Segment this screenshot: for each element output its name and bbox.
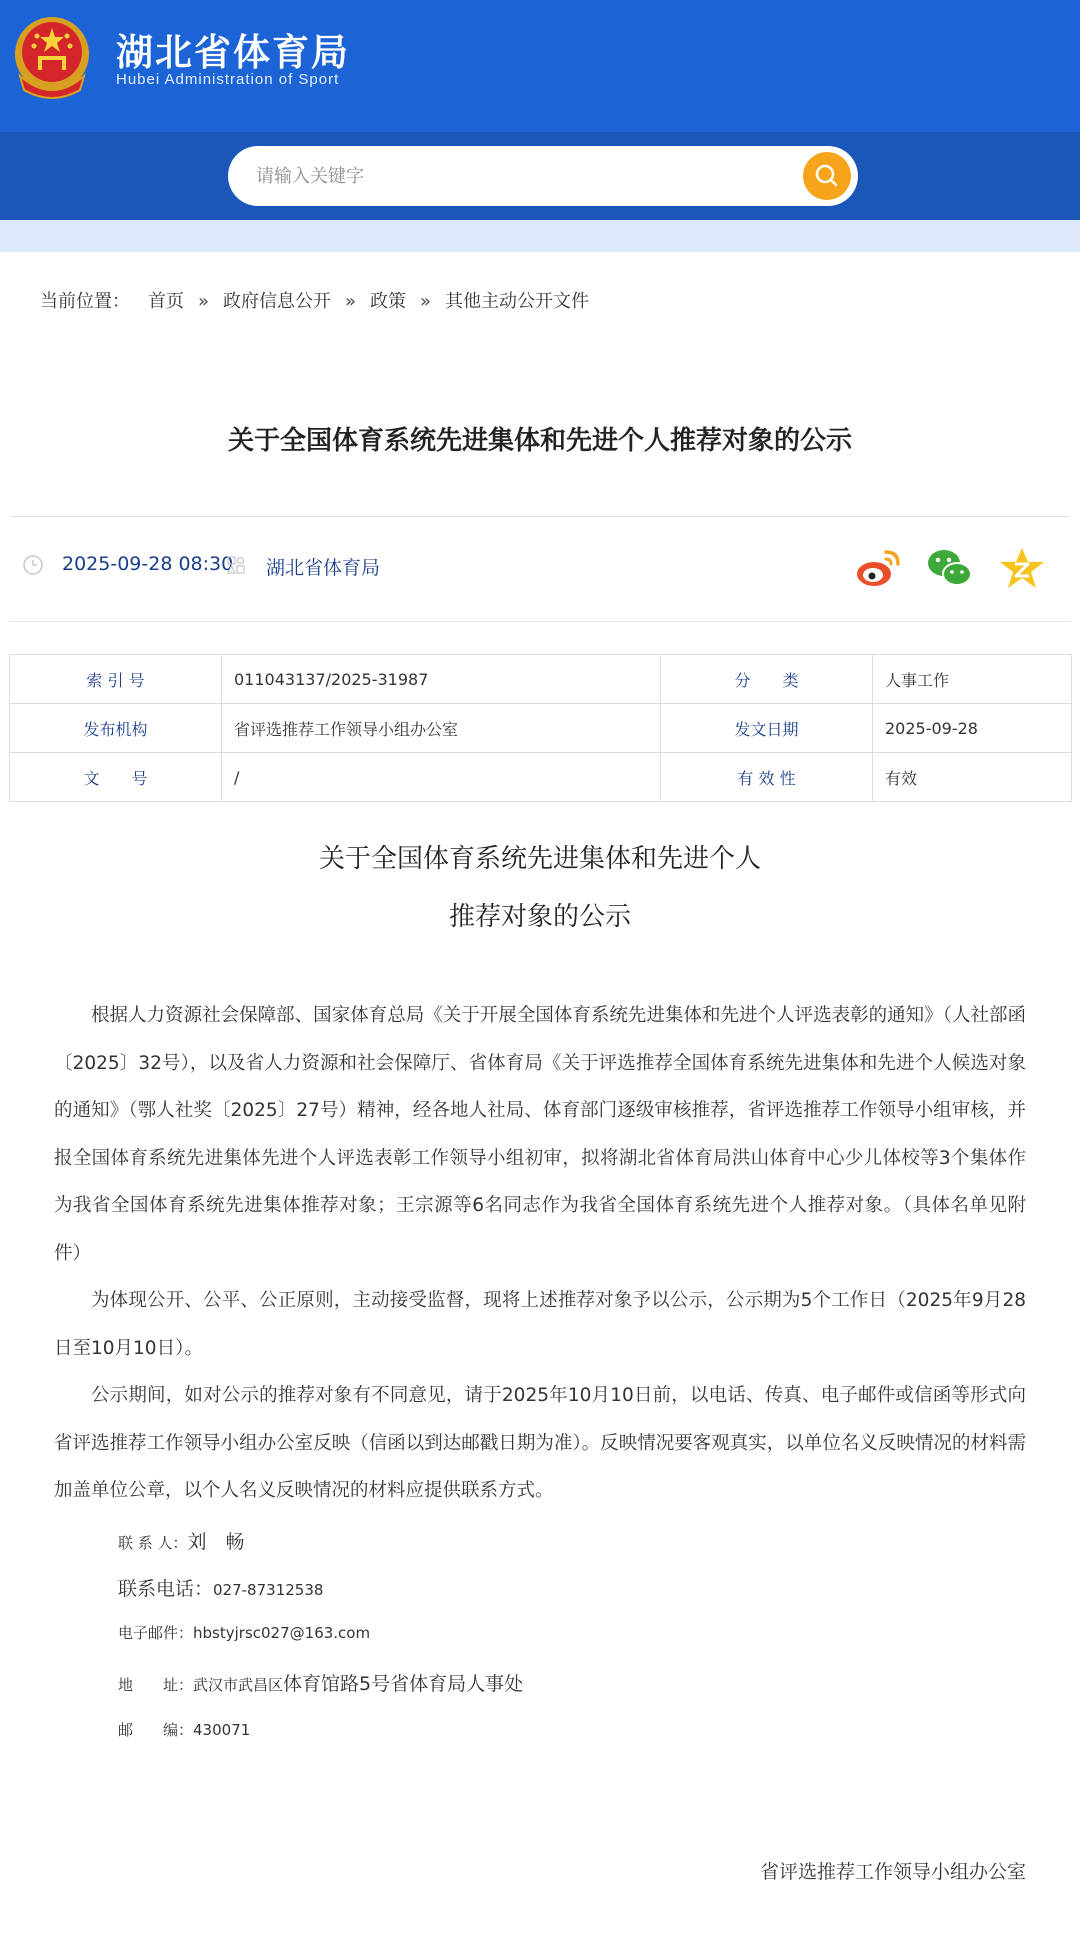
contact-zip	[118, 1719, 250, 1740]
clock-icon	[22, 554, 44, 576]
contact-address-label: 地 址：	[118, 1676, 194, 1694]
contact-address-prefix: 武汉市武昌区	[193, 1676, 284, 1694]
contact-zip-value: 430071	[193, 1721, 251, 1739]
contact-phone	[118, 1574, 323, 1601]
issue-date-label: 发文日期	[661, 704, 873, 753]
national-emblem-icon[interactable]	[12, 14, 92, 100]
article-body	[54, 992, 1026, 1515]
issue-date-value: 2025-09-28	[873, 704, 1072, 753]
article-title-line1: 关于全国体育系统先进集体和先进个人	[318, 844, 761, 874]
breadcrumb-separator: »	[420, 291, 432, 312]
contact-email-label: 电子邮件：	[118, 1624, 194, 1642]
publish-date: 2025-09-28 08:30	[62, 553, 234, 575]
category-value: 人事工作	[873, 655, 1072, 704]
publisher-value: 省评选推荐工作领导小组办公室	[222, 704, 661, 753]
search-input[interactable]	[256, 146, 756, 206]
contact-address-value: 体育馆路5号省体育局人事处	[283, 1673, 524, 1695]
category-label: 分 类	[661, 655, 873, 704]
search-button[interactable]	[803, 152, 851, 200]
publish-source: 湖北省体育局	[266, 557, 381, 579]
divider	[10, 516, 1070, 517]
wechat-icon[interactable]	[926, 546, 974, 590]
site-title[interactable]: 湖北省体育局	[116, 31, 350, 74]
contact-person-label: 联 系 人：	[118, 1534, 188, 1552]
document-number-label: 文 号	[10, 753, 222, 802]
contact-address	[118, 1669, 523, 1696]
header-divider-band	[0, 220, 1080, 252]
divider	[10, 621, 1070, 622]
breadcrumb-home[interactable]: 首页	[148, 291, 184, 312]
site-subtitle: Hubei Administration of Sport	[116, 71, 340, 88]
qzone-icon[interactable]	[998, 546, 1046, 590]
article-paragraph: 公示期间，如对公示的推荐对象有不同意见，请于2025年10月10日前，以电话、传真、电子邮件或信函等形式向省评选推荐工作领导小组办公室反映（信函以到达邮戳日期为准）。反映情况要客观真实，以单位名义反映情况的材料需加盖单位公章，以个人名义反映情况的材料应提供联系方式。	[54, 1385, 1026, 1501]
search-icon	[803, 152, 851, 200]
table-row	[10, 704, 1072, 753]
document-number-value: /	[222, 753, 661, 802]
validity-value: 有效	[873, 753, 1072, 802]
article-signature: 省评选推荐工作领导小组办公室	[759, 1861, 1026, 1883]
breadcrumb	[40, 287, 589, 313]
table-row	[10, 753, 1072, 802]
weibo-icon[interactable]	[854, 546, 902, 590]
article-paragraph: 为体现公开、公平、公正原则，主动接受监督，现将上述推荐对象予以公示，公示期为5个工作日（2025年9月28日至10月10日）。	[54, 1290, 1026, 1359]
contact-person	[118, 1527, 245, 1554]
search-box	[228, 146, 858, 206]
breadcrumb-policy[interactable]: 政策	[370, 291, 407, 312]
index-number-value: 011043137/2025-31987	[222, 655, 661, 704]
breadcrumb-label: 当前位置：	[40, 291, 130, 312]
table-row	[10, 655, 1072, 704]
contact-email	[118, 1622, 370, 1643]
breadcrumb-separator: »	[198, 291, 210, 312]
validity-label: 有 效 性	[661, 753, 873, 802]
breadcrumb-other-files[interactable]: 其他主动公开文件	[445, 291, 590, 312]
breadcrumb-gov-info[interactable]: 政府信息公开	[223, 291, 332, 312]
article-paragraph: 根据人力资源社会保障部、国家体育总局《关于开展全国体育系统先进集体和先进个人评选表彰的通知》（人社部函〔2025〕32号），以及省人力资源和社会保障厅、省体育局《关于评选推荐全国体育系统先进集体和先进个人候选对象的通知》（鄂人社奖〔2025〕27号）精神，经各地人社局、体育部门逐级审核推荐，省评选推荐工作领导小组审核，并报全国体育系统先进集体先进个人评选表彰工作领导小组初审，拟将湖北省体育局洪山体育中心少儿体校等3个集体作为我省全国体育系统先进集体推荐对象；王宗源等6名同志作为我省全国体育系统先进个人推荐对象。（具体名单见附件）	[54, 1005, 1026, 1264]
index-number-label: 索 引 号	[10, 655, 222, 704]
article-title-line2: 推荐对象的公示	[448, 902, 631, 932]
contact-email-value: hbstyjrsc027@163.com	[193, 1624, 371, 1642]
info-table	[9, 654, 1072, 802]
breadcrumb-separator: »	[345, 291, 357, 312]
page-title: 关于全国体育系统先进集体和先进个人推荐对象的公示	[227, 426, 852, 456]
contact-person-value: 刘 畅	[187, 1531, 245, 1553]
contact-phone-label: 联系电话：	[118, 1578, 214, 1600]
contact-zip-label: 邮 编：	[118, 1721, 194, 1739]
publisher-label: 发布机构	[10, 704, 222, 753]
source-icon	[226, 555, 246, 575]
contact-phone-value: 027-87312538	[213, 1581, 324, 1599]
